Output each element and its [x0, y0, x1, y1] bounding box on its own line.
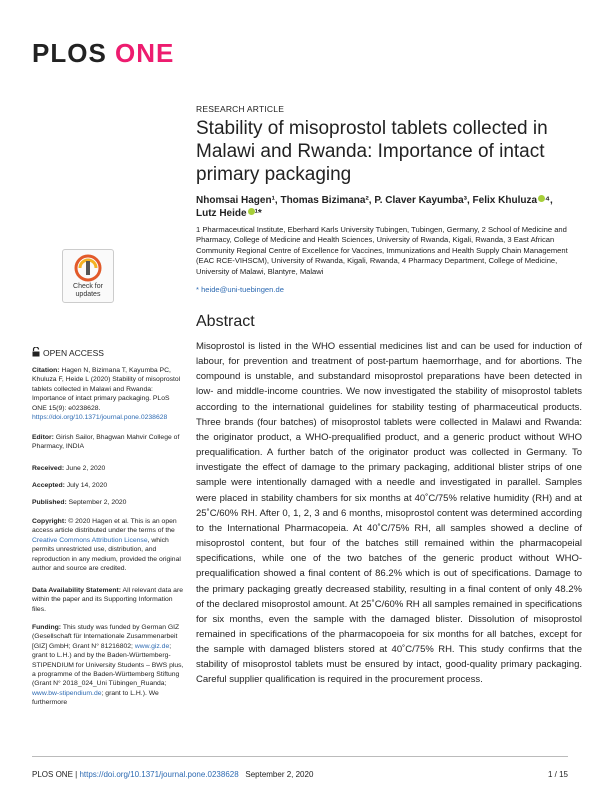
editor-block: Editor: Girish Sailor, Bhagwan Mahvir College of Pharmacy, INDIA [32, 434, 180, 451]
authors-line-2-sup: ¹* [254, 208, 262, 219]
abstract-heading: Abstract [196, 313, 255, 330]
accepted-block: Accepted: July 14, 2020 [32, 482, 108, 489]
footer-divider [32, 756, 568, 757]
author-list [196, 194, 576, 220]
footer-journal: PLOS ONE [32, 770, 73, 779]
article-title: Stability of misoprostol tablets collected in Malawi and Rwanda: Importance of intact primary packaging [196, 118, 548, 185]
check-for-updates-badge[interactable] [62, 249, 114, 303]
check-for-updates-label: Check for updates [73, 283, 103, 298]
authors-line-2: Lutz Heide [196, 208, 247, 219]
authors-line-1-sup: ⁴, [545, 195, 553, 206]
authors-line-1: Nhomsai Hagen¹, Thomas Bizimana², P. Claver Kayumba³, Felix Khuluza [196, 195, 538, 206]
open-access-badge[interactable] [32, 347, 104, 358]
footer-doi-link[interactable]: https://doi.org/10.1371/journal.pone.0238628 [79, 770, 239, 779]
cc-license-link[interactable]: Creative Commons Attribution License [32, 536, 148, 544]
corresponding-email[interactable]: * heide@uni-tuebingen.de [196, 285, 284, 294]
orcid-icon[interactable] [248, 208, 255, 215]
open-access-label: OPEN ACCESS [43, 348, 104, 358]
copyright-block: Copyright: © 2020 Hagen et al. This is an open access article distributed under the terms of the Creative Commons Attribution License, which permits unrestricted use, distribution, and reproduction in any medium, provided the original author and source are credited. [32, 518, 181, 573]
published-block: Published: September 2, 2020 [32, 499, 127, 506]
data-availability-block: Data Availability Statement: All relevant data are within the paper and its Supporting Information files. [32, 587, 183, 613]
check-for-updates-icon [74, 254, 102, 282]
citation-doi-link[interactable]: https://doi.org/10.1371/journal.pone.0238628 [32, 414, 168, 422]
bw-stipendium-link[interactable]: www.bw-stipendium.de [32, 689, 102, 697]
orcid-icon[interactable] [538, 195, 545, 202]
abstract-text: Misoprostol is listed in the WHO essential medicines list and can be used for induction of labour, for prevention and treatment of post-partum haemorrhage, and for abortions. The compound is unstable, and substandard misoprostol preparations have been detected in low- and middle-income countries. We now investigated the stability of misoprostol tablets according to the international guidelines for stability testing of pharmaceutical products. Three brands (four batches) of misoprostol tablets were collected in Malawi and Rwanda: the originator product, a WHO-prequalified product, and a generic product without WHO prequalification. A further batch of the originator product was collected in Germany. To investigate the effect of damage to the primary packaging, additional blister strips of one sample were intentionally damaged with a needle and investigated in parallel. Samples were placed in stability chambers for six months at 40˚C/75% relative humidity (RH) and at 25˚C/60% RH. After 0, 1, 2, 3 and 6 months, misoprostol content was determined according to the International Pharmacopeia. At 40˚C/75% RH, all samples showed a decline of misoprostol content, but four of the batches still remained within the pharmacopeial specifications, while one of the two batches of the generic product without WHO-prequalification showed a final content of 86.2% which is out of specifications. Damage to the primary packaging greatly decreased stability, resulting in a final content of only 48.2% of the declared misoprostol amount. At 25˚C/60% RH all samples remained in specifications for six months, even the sample with the damaged blister. Dissolution of misoprostol remained in specifications of the pharmacopoeia for six months for all batches, except for the sample with damaged blisters stored at 40˚C/75% RH. This study confirms that the stability of misoprostol tablets must be ensured by intact, good-quality primary packaging. Careful supplier qualification is required in the procurement process. [196, 341, 582, 686]
funding-block: Funding: This study was funded by German GIZ (Gesellschaft für Internationale Zusammenarbeit [GIZ] GmbH; Grant N° 81216802; www.giz.de; grant to L.H.) and by the Baden-Württemberg-STIPENDIUM for University Students – BWS plus, a programme of the Baden-Württemberg Stiftung (Grant N° 2018_024_Uni Tübingen_Ruanda; www.bw-stipendium.de; grant to L.H.). We furthermore [32, 624, 184, 707]
plos-one-logo[interactable] [32, 38, 174, 69]
received-block: Received: June 2, 2020 [32, 465, 106, 472]
footer-citation: PLOS ONE | https://doi.org/10.1371/journal.pone.0238628 September 2, 2020 [32, 770, 314, 779]
open-lock-icon [32, 347, 40, 357]
logo-plos: PLOS [32, 38, 107, 68]
article-type: RESEARCH ARTICLE [196, 104, 285, 114]
giz-link[interactable]: www.giz.de [134, 642, 170, 650]
footer-date: September 2, 2020 [245, 770, 314, 779]
affiliations: 1 Pharmaceutical Institute, Eberhard Karls University Tubingen, Tubingen, Germany, 2 School of Medicine and Pharmacy, College of Medicine and Health Sciences, University of Rwanda, Kigali, Rwanda, 3 East African Community Regional Centre of Excellence for Vaccines, Immunizations and Health Supply Chain Management (EAC RCE-VIHSCM), University of Rwanda, Kigali, Rwanda, 4 Pharmacy Department, College of Medicine, University of Malawi, Blantyre, Malawi [196, 225, 568, 276]
page-number: 1 / 15 [547, 770, 568, 779]
citation-block: Citation: Hagen N, Bizimana T, Kayumba PC, Khuluza F, Heide L (2020) Stability of misoprostol tablets collected in Malawi and Rwanda: Importance of intact primary packaging. PLoS ONE 15(9): e0238628. https://doi.org/10.1371/journal.pone.0238628 [32, 367, 181, 422]
logo-one: ONE [115, 38, 175, 68]
